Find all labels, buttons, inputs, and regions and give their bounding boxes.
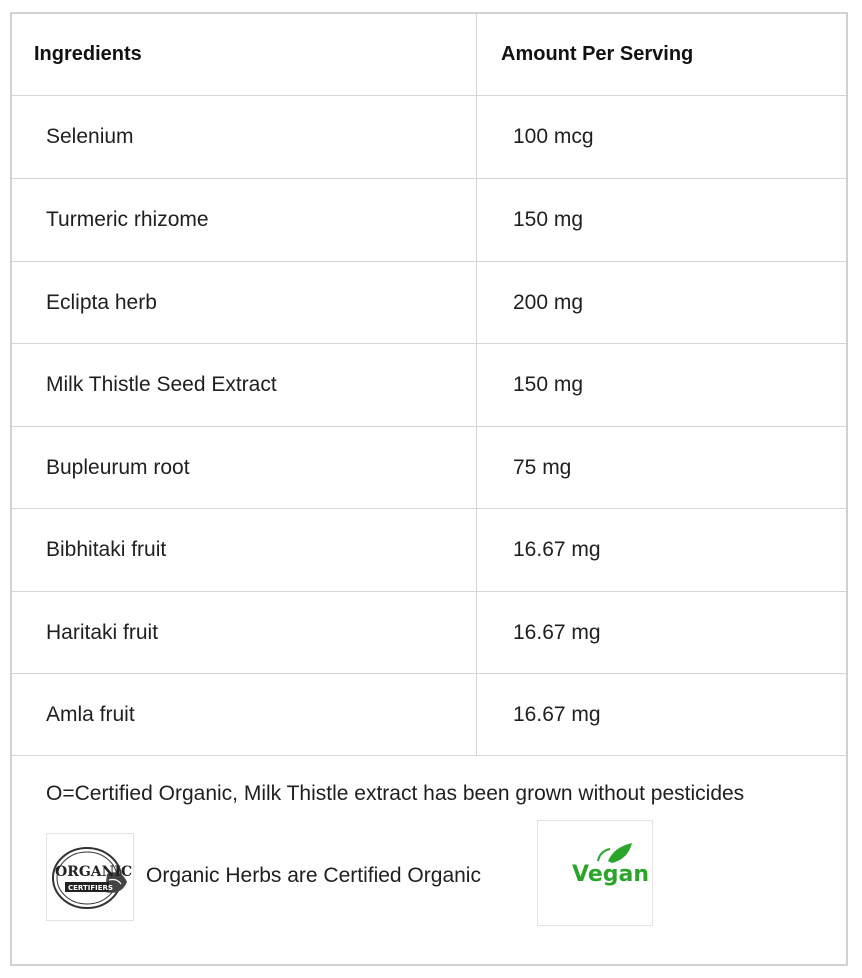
table-footer [12, 756, 846, 964]
ingredient-amount: 200 mg [513, 290, 584, 314]
ingredient-amount: 75 mg [513, 455, 572, 479]
organic-logo-bottom: CERTIFIERS [68, 884, 113, 892]
organic-logo-top: ORGANIC [55, 864, 133, 880]
ingredient-amount: 150 mg [513, 373, 584, 396]
organic-certifiers-logo [46, 833, 134, 921]
table-row [12, 262, 846, 344]
organic-seal-icon [47, 834, 133, 920]
ingredient-name: Milk Thistle Seed Extract [12, 344, 477, 426]
table-row [12, 509, 846, 592]
ingredient-amount: 150 mg [513, 208, 584, 231]
table-row [12, 179, 846, 262]
table-row [12, 427, 846, 509]
ingredient-amount: 100 mcg [513, 125, 594, 148]
ingredient-name: Bibhitaki fruit [12, 509, 477, 591]
table-row [12, 674, 846, 756]
ingredient-name: Eclipta herb [12, 262, 477, 343]
header-ingredients: Ingredients [12, 14, 477, 95]
vegan-leaf-icon [538, 821, 652, 925]
ingredient-name: Selenium [12, 96, 477, 178]
organic-caption: Organic Herbs are Certified Organic [146, 864, 481, 887]
ingredient-name: Haritaki fruit [12, 592, 477, 673]
ingredient-name: Turmeric rhizome [12, 179, 477, 261]
vegan-logo-text: Vegan [572, 862, 649, 887]
table-header-row [12, 14, 846, 96]
ingredient-name: Bupleurum root [12, 427, 477, 508]
table-row [12, 592, 846, 674]
ingredient-amount: 16.67 mg [513, 538, 601, 561]
ingredient-amount: 16.67 mg [513, 620, 601, 644]
table-row [12, 96, 846, 179]
organic-note: O=Certified Organic, Milk Thistle extract has been grown without pesticides [46, 782, 745, 805]
header-amount: Amount Per Serving [501, 43, 694, 65]
ingredients-table [10, 12, 848, 966]
ingredient-name: Amla fruit [12, 674, 477, 755]
table-row [12, 344, 846, 427]
ingredient-amount: 16.67 mg [513, 702, 601, 726]
vegan-logo [537, 820, 653, 926]
